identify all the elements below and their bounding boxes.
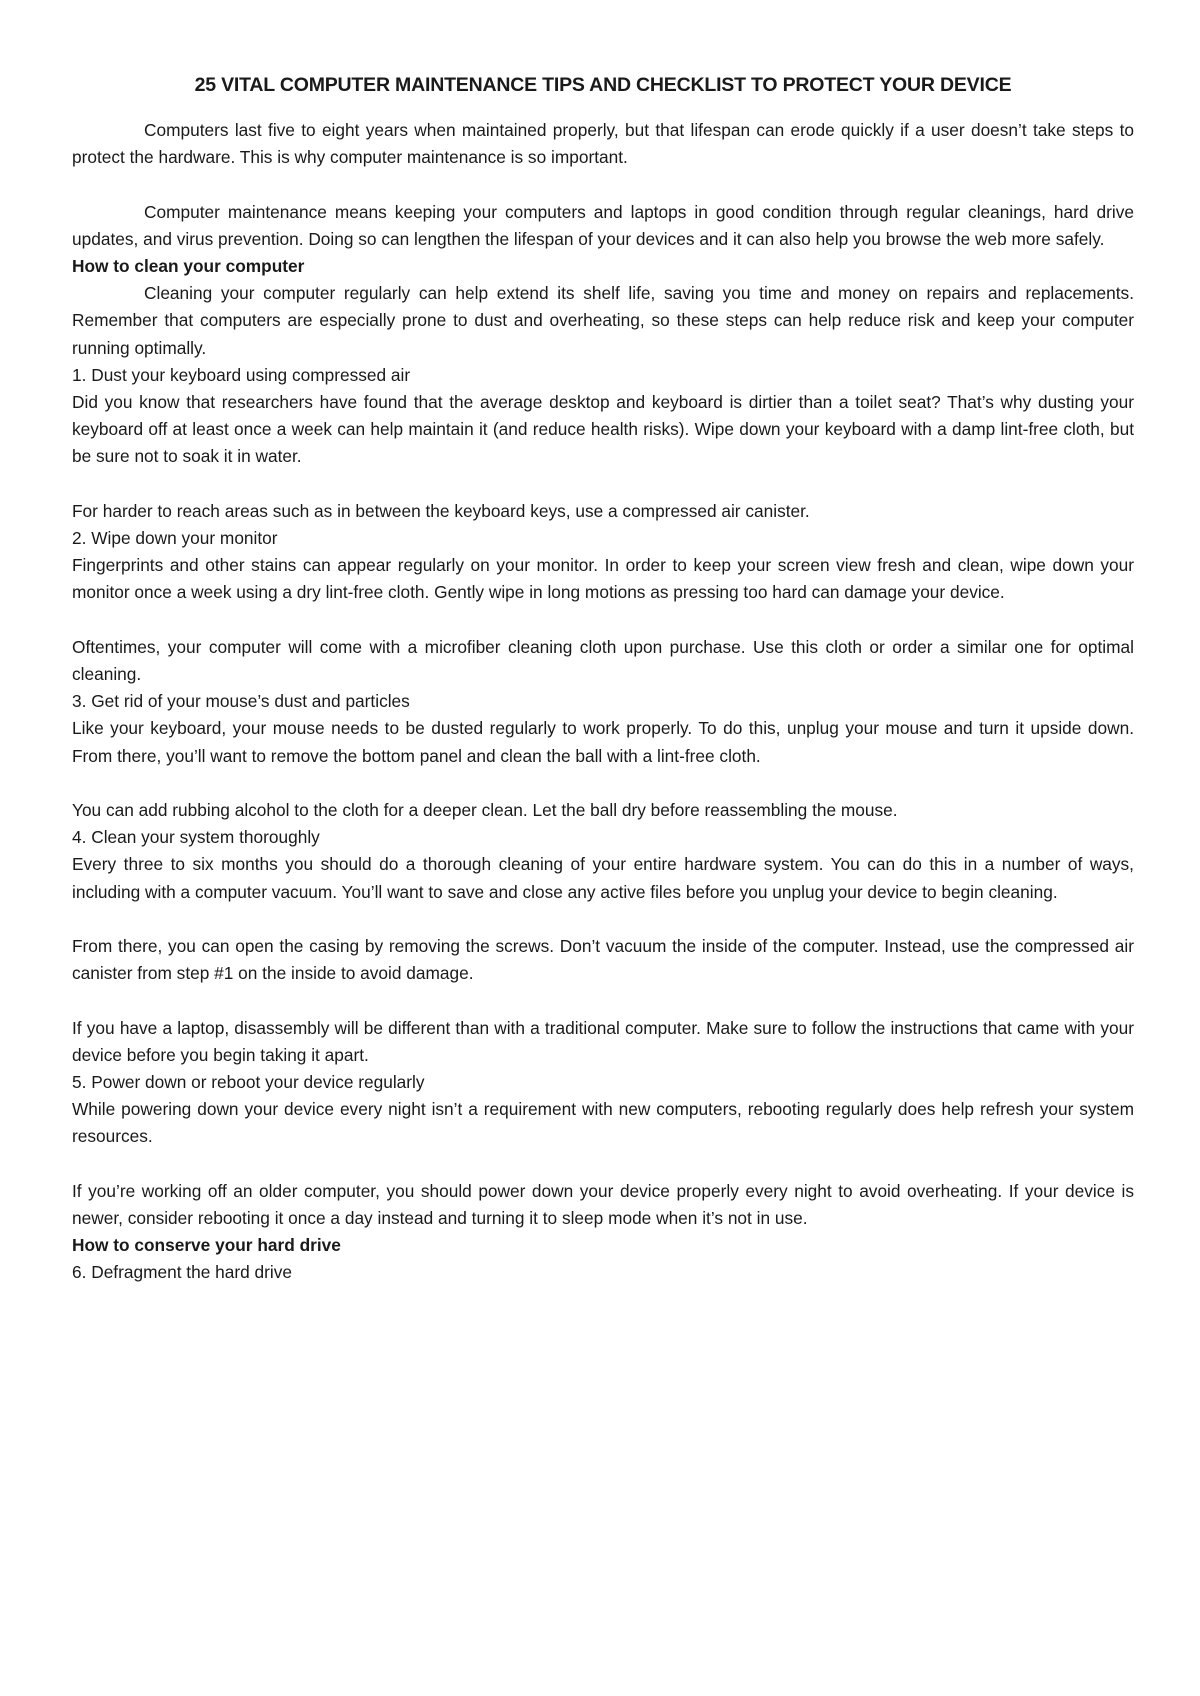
tip-paragraph: Oftentimes, your computer will come with a microfiber cleaning cloth upon purchase. Use this cloth or order a similar one for optimal cleaning.	[72, 636, 1134, 685]
tip-title: 2. Wipe down your monitor	[72, 528, 278, 549]
tip-paragraph: You can add rubbing alcohol to the cloth for a deeper clean. Let the ball dry before reassembling the mouse.	[72, 800, 898, 821]
tip-paragraph: If you’re working off an older computer, you should power down your device properly every night to avoid overheating. If your device is newer, consider rebooting it once a day instead and turning it to sleep mode when it’s not in use.	[72, 1180, 1134, 1229]
tip-title: 1. Dust your keyboard using compressed air	[72, 364, 411, 385]
section-heading-clean: How to clean your computer	[72, 256, 305, 276]
tip-paragraph: While powering down your device every night isn’t a requirement with new computers, rebooting regularly does help refresh your system resources.	[72, 1099, 1134, 1147]
tip-paragraph: If you have a laptop, disassembly will be different than with a traditional computer. Make sure to follow the instructions that came with your device before you begin taking it apart.	[72, 1017, 1134, 1065]
tip-paragraph: Every three to six months you should do a thorough cleaning of your entire hardware system. You can do this in a number of ways, including with a computer vacuum. You’ll want to save and close any active files before you unplug your device to begin cleaning.	[72, 854, 1134, 902]
tip-paragraph: From there, you can open the casing by removing the screws. Don’t vacuum the inside of the computer. Instead, use the compressed air canister from step #1 on the inside to avoid damage.	[72, 936, 1134, 984]
tip-paragraph: Like your keyboard, your mouse needs to be dusted regularly to work properly. To do this, unplug your mouse and turn it upside down. From there, you’ll want to remove the bottom panel and clean the ball with a lint-free cloth.	[72, 718, 1134, 766]
intro-paragraph: Computers last five to eight years when maintained properly, but that lifespan can erode quickly if a user doesn’t take steps to protect the hardware. This is why computer maintenance is so important.	[72, 120, 1134, 168]
section-intro-paragraph: Cleaning your computer regularly can help extend its shelf life, saving you time and money on repairs and replacements. Remember that computers are especially prone to dust and overheating, so these steps can help reduce risk and keep your computer running optimally.	[72, 283, 1134, 358]
document-title: 25 VITAL COMPUTER MAINTENANCE TIPS AND CHECKLIST TO PROTECT YOUR DEVICE	[194, 74, 1012, 96]
tip-paragraph: Did you know that researchers have found that the average desktop and keyboard is dirtier than a toilet seat? That’s why dusting your keyboard off at least once a week can help maintain it (and reduce health risks). Wipe down your keyboard with a damp lint-free cloth, but be sure not to soak it in water.	[72, 392, 1134, 467]
tip-paragraph: Fingerprints and other stains can appear regularly on your monitor. In order to keep your screen view fresh and clean, wipe down your monitor once a week using a dry lint-free cloth. Gently wipe in long motions as pressing too hard can damage your device.	[72, 555, 1134, 603]
tip-title: 4. Clean your system thoroughly	[72, 827, 320, 848]
tip-paragraph: For harder to reach areas such as in between the keyboard keys, use a compressed air canister.	[72, 500, 810, 521]
tip-title: 3. Get rid of your mouse’s dust and particles	[72, 691, 410, 712]
tip-title: 6. Defragment the hard drive	[72, 1262, 292, 1283]
document-page	[72, 72, 1134, 1287]
intro-paragraph: Computer maintenance means keeping your computers and laptops in good condition through regular cleanings, hard drive updates, and virus prevention. Doing so can lengthen the lifespan of your devices and it can also help you browse the web more safely.	[72, 201, 1134, 249]
section-heading-drive: How to conserve your hard drive	[72, 1235, 341, 1256]
tip-title: 5. Power down or reboot your device regularly	[72, 1072, 425, 1093]
